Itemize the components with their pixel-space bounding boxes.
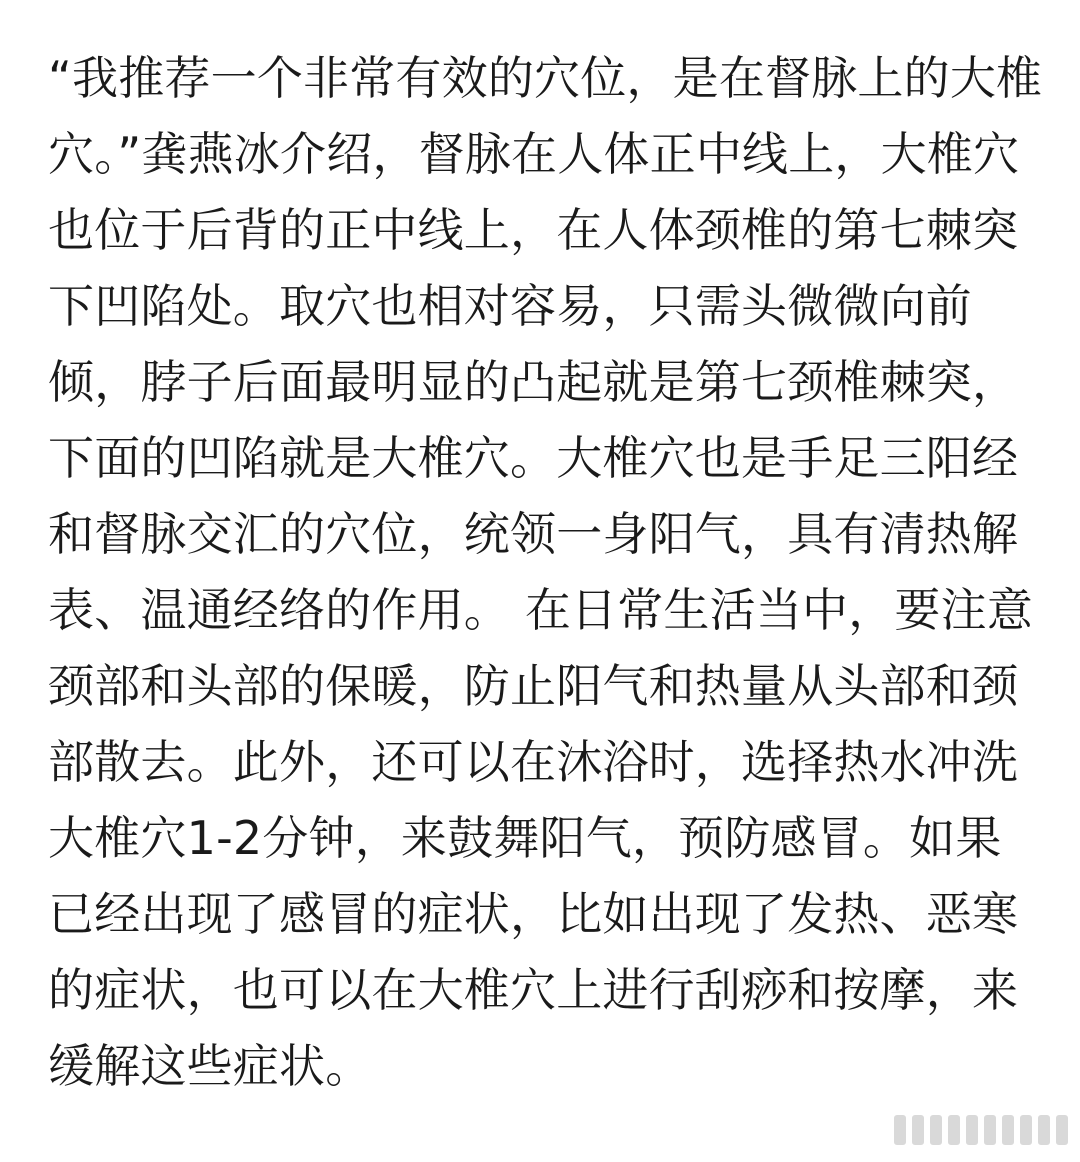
text-line: 和督脉交汇的穴位，统领一身阳气，具有清热解	[48, 507, 1019, 561]
watermark-bar	[966, 1115, 978, 1145]
text-line: 倾，脖子后面最明显的凸起就是第七颈椎棘突，	[48, 355, 1019, 409]
watermark-bar	[894, 1115, 906, 1145]
text-line: 缓解这些症状。	[48, 1039, 372, 1093]
text-line: 的症状，也可以在大椎穴上进行刮痧和按摩，来	[48, 963, 1019, 1017]
text-line: 表、温通经络的作用。 在日常生活当中，要注意	[48, 583, 1034, 637]
watermark-bar	[948, 1115, 960, 1145]
text-line: 也位于后背的正中线上，在人体颈椎的第七棘突	[48, 203, 1019, 257]
text-line: 颈部和头部的保暖，防止阳气和热量从头部和颈	[48, 659, 1019, 713]
watermark-bars-icon	[858, 1108, 1068, 1152]
text-line: 已经出现了感冒的症状，比如出现了发热、恶寒	[48, 887, 1019, 941]
article-body	[48, 40, 1043, 1104]
text-line: 部散去。此外，还可以在沐浴时，选择热水冲洗	[48, 735, 1019, 789]
watermark-bar	[1002, 1115, 1014, 1145]
watermark-bar	[930, 1115, 942, 1145]
watermark-bar	[1020, 1115, 1032, 1145]
text-line: 大椎穴1-2分钟，来鼓舞阳气，预防感冒。如果	[48, 811, 1002, 865]
watermark-bar	[912, 1115, 924, 1145]
watermark-bar	[984, 1115, 996, 1145]
text-line: 穴。”龚燕冰介绍，督脉在人体正中线上，大椎穴	[48, 127, 1020, 181]
text-line: “我推荐一个非常有效的穴位，是在督脉上的大椎	[48, 51, 1043, 105]
text-line: 下面的凹陷就是大椎穴。大椎穴也是手足三阳经	[48, 431, 1019, 485]
watermark-bar	[1056, 1115, 1068, 1145]
watermark-bar	[1038, 1115, 1050, 1145]
text-line: 下凹陷处。取穴也相对容易，只需头微微向前	[48, 279, 972, 333]
